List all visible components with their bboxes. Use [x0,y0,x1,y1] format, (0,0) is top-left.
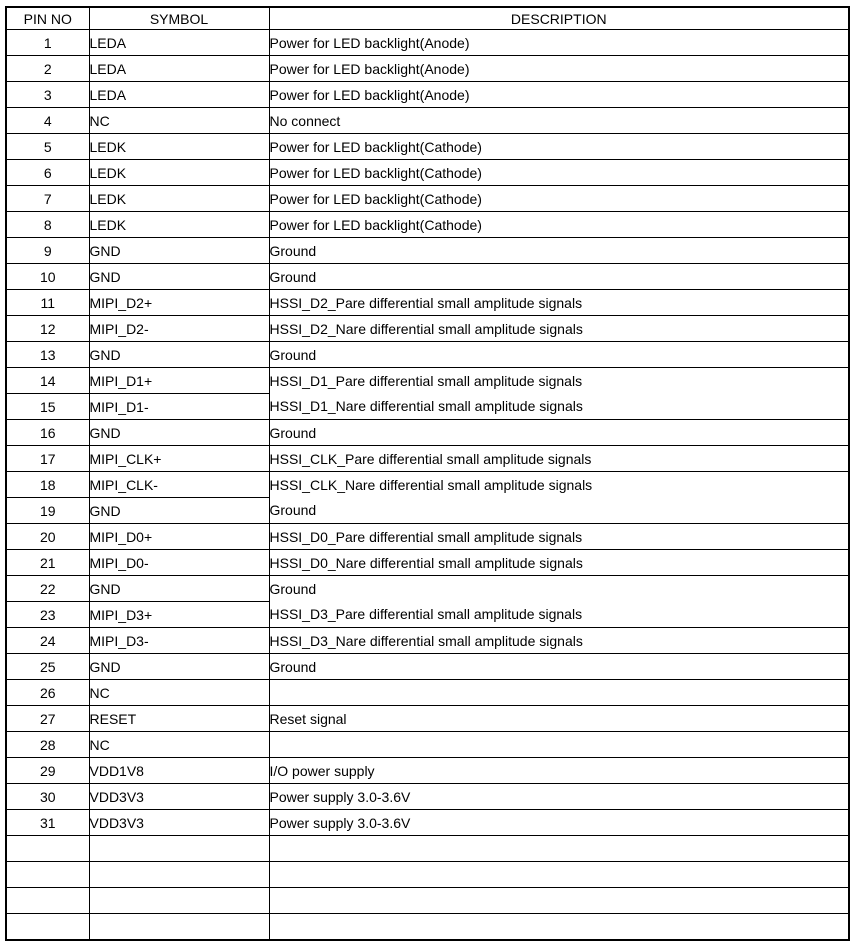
symbol-cell: LEDK [89,212,269,238]
table-row [6,212,849,238]
description-cell [269,888,849,914]
symbol-cell: MIPI_D3- [89,628,269,654]
description-cell: HSSI_D0_Pare differential small amplitude signals [269,524,849,550]
pin-cell: 18 [6,472,89,498]
pin-cell: 27 [6,706,89,732]
description-cell [269,732,849,758]
symbol-cell [89,862,269,888]
pin-cell: 24 [6,628,89,654]
pin-cell: 31 [6,810,89,836]
pin-cell: 28 [6,732,89,758]
pin-cell: 23 [6,602,89,628]
description-cell: Ground [269,654,849,680]
symbol-cell: VDD3V3 [89,810,269,836]
table-row [6,186,849,212]
table-row [6,160,849,186]
description-cell: HSSI_D2_Nare differential small amplitude signals [269,316,849,342]
table-row [6,446,849,472]
symbol-cell: VDD3V3 [89,784,269,810]
pin-cell: 21 [6,550,89,576]
description-line: HSSI_D1_Nare differential small amplitude signals [269,398,583,414]
table-row [6,238,849,264]
description-cell [269,680,849,706]
table-row [6,628,849,654]
symbol-cell: MIPI_D0- [89,550,269,576]
pin-description-table [5,6,850,941]
header-pin-no: PIN NO [6,7,89,30]
symbol-cell: MIPI_CLK+ [89,446,269,472]
pin-cell: 7 [6,186,89,212]
table-row [6,680,849,706]
symbol-cell: GND [89,238,269,264]
table-row [6,524,849,550]
symbol-cell: RESET [89,706,269,732]
description-cell: Power for LED backlight(Anode) [269,30,849,56]
pin-cell: 4 [6,108,89,134]
table-row [6,836,849,862]
pin-cell: 12 [6,316,89,342]
symbol-cell: LEDA [89,56,269,82]
table-row [6,108,849,134]
symbol-cell: MIPI_D1+ [89,368,269,394]
table-row [6,368,849,394]
description-cell: Ground [269,264,849,290]
table-row [6,810,849,836]
description-line: HSSI_CLK_Nare differential small amplitude signals [269,477,593,493]
table-row [6,264,849,290]
table-row [6,56,849,82]
pin-cell: 3 [6,82,89,108]
pin-cell: 30 [6,784,89,810]
table-row [6,30,849,56]
symbol-cell: LEDK [89,186,269,212]
pin-cell: 22 [6,576,89,602]
pin-cell: 26 [6,680,89,706]
description-cell [269,836,849,862]
pin-cell [6,914,89,941]
description-line: Ground [269,581,317,597]
pin-cell: 6 [6,160,89,186]
description-cell: No connect [269,108,849,134]
description-cell: Ground [269,342,849,368]
description-cell-merged [269,368,849,420]
table-row [6,420,849,446]
symbol-cell: MIPI_D0+ [89,524,269,550]
pin-cell: 11 [6,290,89,316]
pin-cell: 5 [6,134,89,160]
description-cell: I/O power supply [269,758,849,784]
symbol-cell: NC [89,108,269,134]
table-row [6,550,849,576]
pin-cell [6,888,89,914]
pin-cell: 10 [6,264,89,290]
table-body [6,30,849,941]
description-cell: Power supply 3.0-3.6V [269,810,849,836]
symbol-cell: GND [89,498,269,524]
description-cell: Reset signal [269,706,849,732]
description-cell: HSSI_D2_Pare differential small amplitude signals [269,290,849,316]
description-cell [269,862,849,888]
pin-cell: 13 [6,342,89,368]
table-row [6,134,849,160]
symbol-cell: GND [89,654,269,680]
pin-cell: 25 [6,654,89,680]
description-line: Ground [269,502,317,518]
symbol-cell [89,888,269,914]
description-cell: Ground [269,420,849,446]
description-cell: Power for LED backlight(Cathode) [269,186,849,212]
table-row [6,82,849,108]
pin-cell: 17 [6,446,89,472]
pin-cell: 15 [6,394,89,420]
description-cell [269,914,849,941]
table-row [6,706,849,732]
description-cell: Power for LED backlight(Anode) [269,82,849,108]
pin-cell: 14 [6,368,89,394]
description-cell: HSSI_CLK_Pare differential small amplitude signals [269,446,849,472]
description-cell-merged [269,472,849,524]
pin-cell: 16 [6,420,89,446]
table-row [6,914,849,941]
table-row [6,862,849,888]
table-row [6,342,849,368]
pin-cell [6,836,89,862]
symbol-cell: MIPI_D2- [89,316,269,342]
symbol-cell: GND [89,576,269,602]
symbol-cell: MIPI_D3+ [89,602,269,628]
description-cell: Power for LED backlight(Anode) [269,56,849,82]
symbol-cell: MIPI_D2+ [89,290,269,316]
pin-cell: 20 [6,524,89,550]
table-row [6,784,849,810]
description-cell: Power for LED backlight(Cathode) [269,212,849,238]
pin-cell: 19 [6,498,89,524]
table-row [6,758,849,784]
description-cell: Power for LED backlight(Cathode) [269,134,849,160]
pin-cell: 9 [6,238,89,264]
description-cell: Power supply 3.0-3.6V [269,784,849,810]
pin-cell [6,862,89,888]
symbol-cell [89,836,269,862]
header-row [6,7,849,30]
symbol-cell: LEDK [89,134,269,160]
table-row [6,888,849,914]
symbol-cell: NC [89,732,269,758]
symbol-cell: GND [89,342,269,368]
pin-cell: 1 [6,30,89,56]
symbol-cell: VDD1V8 [89,758,269,784]
pin-cell: 2 [6,56,89,82]
symbol-cell: LEDA [89,82,269,108]
symbol-cell: GND [89,420,269,446]
description-cell: Ground [269,238,849,264]
description-cell: HSSI_D0_Nare differential small amplitude signals [269,550,849,576]
pin-cell: 8 [6,212,89,238]
description-cell: Power for LED backlight(Cathode) [269,160,849,186]
table-row [6,576,849,602]
symbol-cell [89,914,269,941]
symbol-cell: MIPI_D1- [89,394,269,420]
symbol-cell: LEDK [89,160,269,186]
header-description: DESCRIPTION [269,7,849,30]
symbol-cell: NC [89,680,269,706]
description-cell: HSSI_D3_Nare differential small amplitude signals [269,628,849,654]
table-row [6,290,849,316]
table-row [6,654,849,680]
header-symbol: SYMBOL [89,7,269,30]
description-line: HSSI_D3_Pare differential small amplitude signals [269,606,583,622]
table-header [6,7,849,30]
table-row [6,472,849,498]
description-cell-merged [269,576,849,628]
table-row [6,732,849,758]
table-row [6,316,849,342]
pin-cell: 29 [6,758,89,784]
symbol-cell: GND [89,264,269,290]
symbol-cell: MIPI_CLK- [89,472,269,498]
symbol-cell: LEDA [89,30,269,56]
description-line: HSSI_D1_Pare differential small amplitude signals [269,373,583,389]
